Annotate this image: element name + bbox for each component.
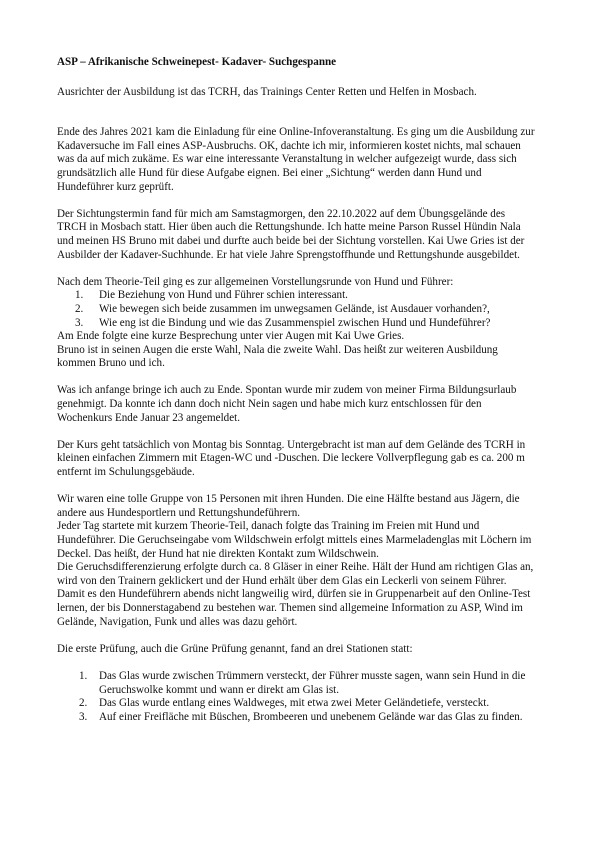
paragraph-course: Der Kurs geht tatsächlich von Montag bis Sonntag. Untergebracht ist man auf dem Gelände des TCRH in kleinen einfachen Zimmern mit Etagen-WC und -Duschen. Die leckere Vollverpflegung gab es ca. 200 m entfernt im Schulungsgebäude. — [57, 438, 526, 479]
list-text: Auf einer Freifläche mit Büschen, Brombeeren und unebenem Gelände war das Glas zu finden. — [99, 710, 523, 723]
list-text: Wie eng ist die Bindung und wie das Zusammenspiel zwischen Hund und Hundeführer? — [99, 316, 491, 329]
list-item — [57, 670, 537, 697]
paragraph-online-test: Damit es den Hundeführern abends nicht langweilig wird, dürfen sie in Gruppenarbeit auf den Online-Test lernen, der bis Donnerstagabend zu bestehen war. Themen sind allgemeine Information zu ASP, Wind im Gelände, Navigation, Funk und alles was dazu gehört. — [57, 588, 531, 628]
spacer — [57, 656, 537, 670]
list-item — [57, 303, 537, 317]
paragraph-training: Jeder Tag startete mit kurzem Theorie-Teil, danach folgte das Training im Freien mit Hund und Hundeführer. Die Geruchseingabe vom Wildschwein erfolgt mittels eines Marmeladenglas mit Löchern im Deckel. Das heißt, der Hund hat nie direkten Kontakt zum Wildschwein. — [57, 520, 532, 560]
spacer — [57, 629, 537, 643]
document-page — [57, 56, 537, 724]
document-title: ASP – Afrikanische Schweinepest- Kadaver- Suchgespanne — [57, 56, 337, 68]
paragraph-invitation: Ende des Jahres 2021 kam die Einladung für eine Online-Infoveranstaltung. Es ging um die Ausbildung zur Kadaversuche im Fall eines ASP-Ausbruchs. OK, dachte ich mir, informieren kostet nichts, mal schauen was da auf mich zukäme. Es war eine interessante Veranstaltung in welcher aufgezeigt wurde, dass sich grundsätzlich alle Hund für diese Aufgabe eignen. Bei einer „Sichtung“ werden dann Hund und Hundeführer kurz geprüft. — [57, 126, 535, 193]
list-number: 2. — [79, 697, 88, 710]
list-item — [57, 697, 537, 711]
spacer — [57, 480, 537, 494]
paragraph-theory: Nach dem Theorie-Teil ging es zur allgemeinen Vorstellungsrunde von Hund und Führer: — [57, 275, 454, 288]
spacer — [57, 262, 537, 276]
spacer — [57, 194, 537, 208]
list-item — [57, 711, 537, 725]
paragraph-registration: Was ich anfange bringe ich auch zu Ende. Spontan wurde mir zudem von meiner Firma Bildungsurlaub genehmigt. Da konnte ich dann doch nicht Nein sagen und habe mich kurz entschlossen für den Wochenkurs Ende Januar 23 angemeldet. — [57, 384, 517, 424]
paragraph-choice: Bruno ist in seinen Augen die erste Wahl, Nala die zweite Wahl. Das heißt zur weiteren Ausbildung kommen Bruno und ich. — [57, 343, 498, 370]
list-item — [57, 317, 537, 331]
paragraph-group: Wir waren eine tolle Gruppe von 15 Personen mit ihren Hunden. Die eine Hälfte bestand aus Jägern, die andere aus Hundesportlern und Rettungshundeführern. — [57, 493, 520, 519]
list-number: 1. — [79, 669, 88, 682]
spacer — [57, 371, 537, 385]
list-number: 3. — [75, 316, 84, 329]
list-text: Das Glas wurde entlang eines Waldweges, mit etwa zwei Meter Geländetiefe, versteckt. — [99, 697, 490, 710]
paragraph-discussion: Am Ende folgte eine kurze Besprechung unter vier Augen mit Kai Uwe Gries. — [57, 330, 405, 343]
list-text: Wie bewegen sich beide zusammen im unwegsamen Gelände, ist Ausdauer vorhanden?, — [99, 302, 490, 315]
exam-stations-list — [57, 670, 537, 724]
paragraph-differentiation: Die Geruchsdifferenzierung erfolgte durch ca. 8 Gläser in einer Reihe. Hält der Hund am richtigen Glas an, wird von den Trainern geklickert und der Hund erhält über dem Glas ein Leckerli von seinem Führer. — [57, 561, 534, 587]
list-number: 3. — [79, 710, 88, 723]
list-number: 2. — [75, 302, 84, 315]
spacer — [57, 99, 537, 126]
intro-paragraph: Ausrichter der Ausbildung ist das TCRH, das Trainings Center Retten und Helfen in Mosbach. — [57, 85, 477, 98]
list-text: Das Glas wurde zwischen Trümmern versteckt, der Führer musste sagen, wann sein Hund in die Geruchswolke kommt und wann er direkt am Glas ist. — [99, 669, 526, 696]
evaluation-list — [57, 289, 537, 330]
list-text: Die Beziehung von Hund und Führer schien interessant. — [99, 289, 348, 302]
spacer — [57, 425, 537, 439]
paragraph-first-exam: Die erste Prüfung, auch die Grüne Prüfung genannt, fand an drei Stationen statt: — [57, 642, 413, 655]
list-item — [57, 289, 537, 303]
list-number: 1. — [75, 289, 84, 302]
paragraph-sichtung: Der Sichtungstermin fand für mich am Samstagmorgen, den 22.10.2022 auf dem Übungsgelände des TRCH in Mosbach statt. Hier üben auch die Rettungshunde. Ich hatte meine Parson Russel Hündin Nala und meinen HS Bruno mit dabei und durfte auch beide bei der Sichtung vorstellen. Kai Uwe Gries ist der Ausbilder der Kadaver-Suchhunde. Er hat viele Jahre Sprengstoffhunde und Rettungshunde ausgebildet. — [57, 207, 525, 261]
